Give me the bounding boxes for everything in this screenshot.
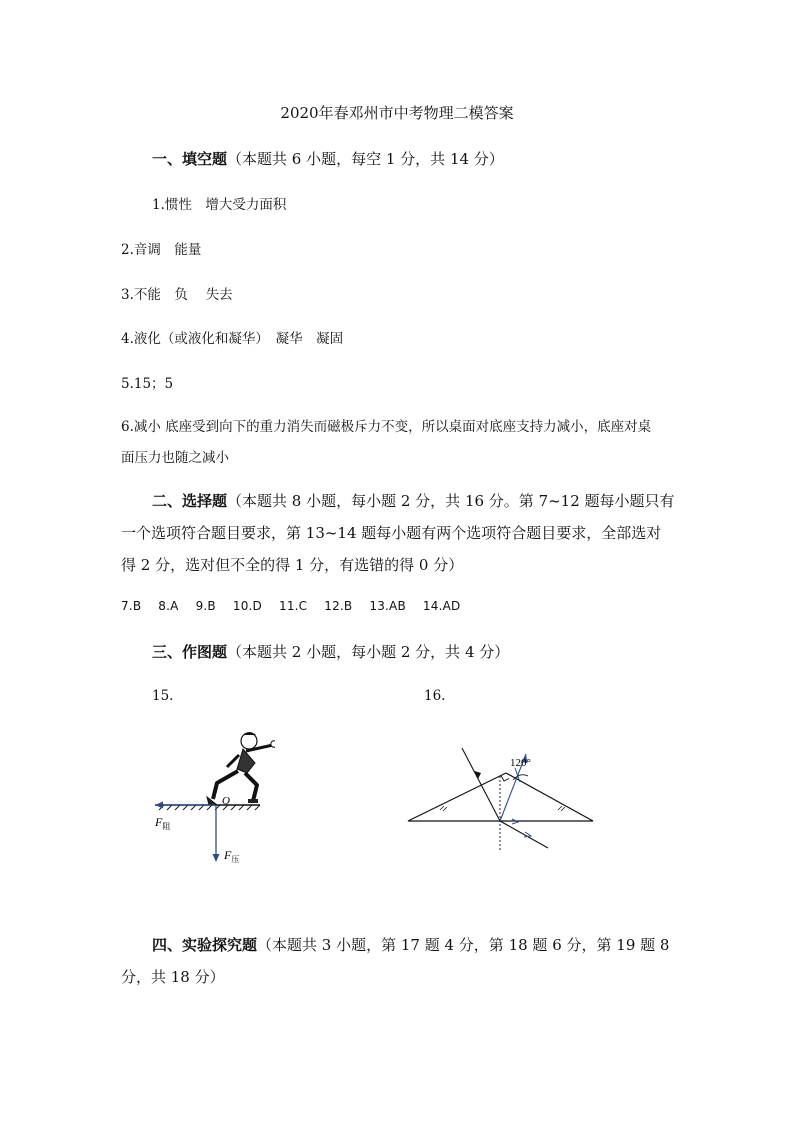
section-2-note-line-2: 一个选项符合题目要求，第 13~14 题每小题有两个选项符合题目要求，全部选对 [121,524,662,542]
choice-8: 8.A [158,599,179,613]
angle-label: 120° [510,757,531,769]
answer-2: 2.音调 能量 [121,242,202,258]
section-1-heading [152,148,504,169]
choice-9: 9.B [195,599,216,613]
pressure-arrowhead [213,854,220,862]
choice-12: 12.B [324,599,353,613]
choice-10: 10.D [232,599,262,613]
choice-11: 11.C [278,599,308,613]
prism-face-hatching [440,806,565,811]
prism-triangle [408,773,593,821]
answer-4: 4.液化（或液化和凝华） 凝华 凝固 [121,331,344,347]
figure-15-label: 15. [152,688,174,704]
section-4-title: 四、实验探究题 [152,936,258,954]
answer-6-line-1: 6.减小 底座受到向下的重力消失而磁极斥力不变，所以桌面对底座支持力减小，底座对桌 [121,419,652,435]
pressure-force-label: $F_压$ [224,848,240,864]
choice-14: 14.AD [422,599,461,613]
page-title: 2020年春邓州市中考物理二模答案 [280,104,514,122]
friction-arrowhead [155,802,163,809]
choice-answers [121,599,477,613]
answer-1: 1.惯性 增大受力面积 [152,197,287,213]
friction-force-label: $F_阻$ [155,815,171,831]
choice-7: 7.B [121,599,142,613]
section-3-note: （本题共 2 小题，每小题 2 分，共 4 分） [227,643,510,661]
section-4-note-line-1: （本题共 3 小题，第 17 题 4 分，第 18 题 6 分，第 19 题 8 [257,936,670,954]
incident-ray [462,748,500,821]
section-3-title: 三、作图题 [152,643,228,661]
answer-3: 3.不能 负 失去 [121,287,233,303]
angle-arc [513,775,528,780]
runner-figure [207,732,275,805]
answer-5: 5.15；5 [121,376,174,392]
right-angle-mark [501,776,509,782]
section-2-note-line-3: 得 2 分，选对但不全的得 1 分，有选错的得 0 分） [121,556,464,574]
figure-16-diagram [400,740,605,855]
section-2-note-line-1: （本题共 8 小题，每小题 2 分，共 16 分。第 7~12 题每小题只有 [227,492,675,510]
ground-hatching [159,805,260,810]
section-2-heading [152,490,675,511]
section-4-heading [152,934,669,955]
section-2-title: 二、选择题 [152,492,228,510]
section-4-note-line-2: 分，共 18 分） [121,968,225,986]
section-3-heading [152,641,509,662]
refracted-ray-out [500,821,548,848]
choice-13: 13.AB [369,599,406,613]
figure-16-label: 16. [424,688,446,704]
answer-6-line-2: 面压力也随之减小 [121,450,229,466]
point-o-label: O [222,795,230,807]
figure-15-diagram [145,725,275,870]
section-1-title: 一、填空题 [152,150,228,168]
section-1-note: （本题共 6 小题，每空 1 分，共 14 分） [227,150,504,168]
